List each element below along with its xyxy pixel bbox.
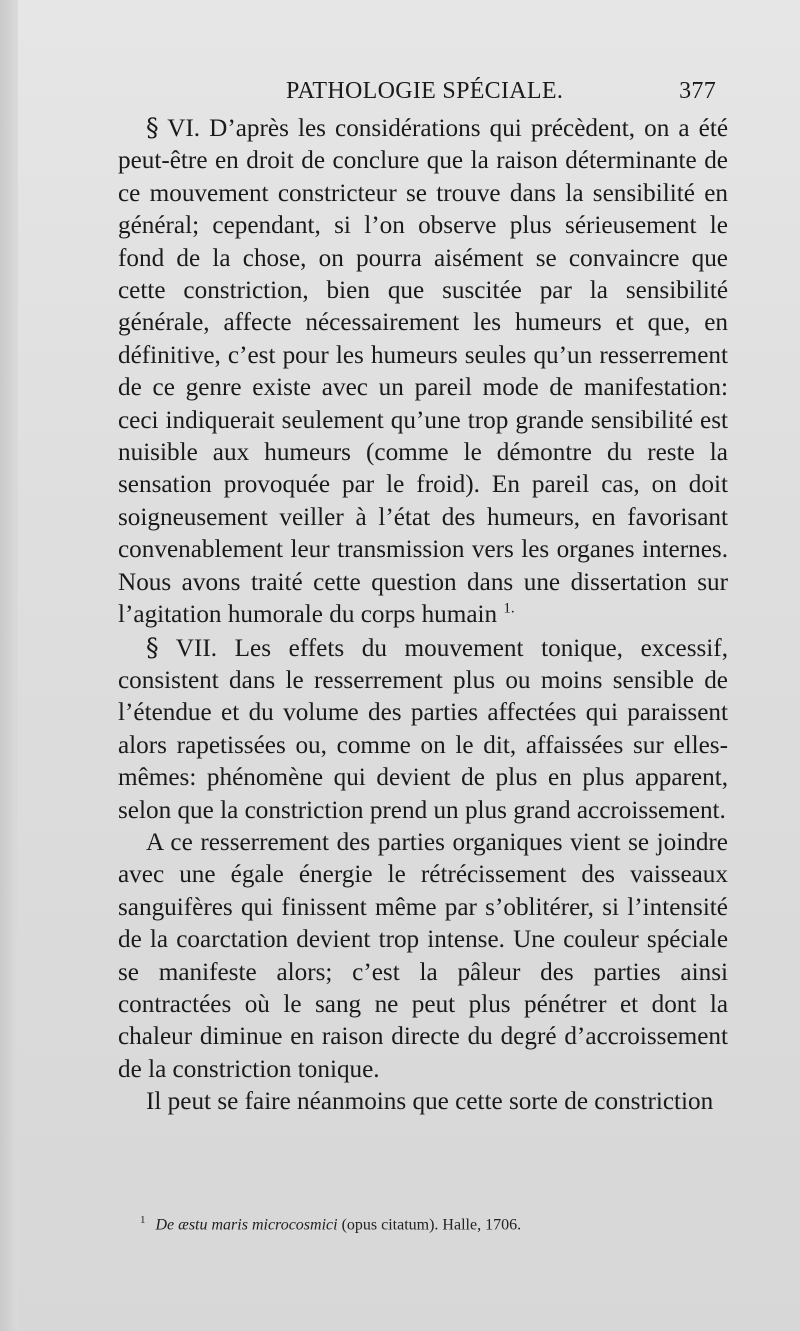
paragraph: A ce resserrement des parties organiques vient se joindre avec une égale énergie le rétrécissement des vaisseaux sanguifères qui finissent même par s’oblitérer, si l’intensité de la coarctation devient trop intense. Une couleur spéciale se manifeste alors; c’est la pâleur des parties ainsi contractées où le sang ne peut plus pénétrer et dont la chaleur diminue en raison directe du degré d’accroissement de la constriction tonique. <box>118 828 728 1083</box>
paragraph: Il peut se faire néanmoins que cette sorte de constriction <box>146 1088 714 1116</box>
footnote-number: 1 <box>140 1214 146 1226</box>
paragraph-text: VII. Les effets du mouvement tonique, excessif, consistent dans le resserrement plus ou moins sensible de l’étendue et du volume des parties affectées qui paraissent alors rapetissées ou, comme on le dit, affaissées sur elles-mêmes: phénomène qui devient de plus en plus apparent, selon que la constriction prend un plus grand accroissement. <box>118 634 728 824</box>
page-number: 377 <box>679 77 716 104</box>
paragraph-section-vi <box>118 112 728 632</box>
main-text <box>118 112 728 1119</box>
page-spine-shadow <box>0 0 18 1331</box>
running-header <box>286 74 716 108</box>
paragraph-text: VI. D’après les considérations qui précèdent, on a été peut-être en droit de conclure que la raison déterminante de ce mouvement constricteur se trouve dans la sensibilité en général; cependant, si l’on observe plus sérieusement le fond de la chose, on pourra aisément se convaincre que cette constriction, bien que suscitée par la sensibilité générale, affecte nécessairement les humeurs et que, en définitive, c’est pour les humeurs seules qu’un resserrement de ce genre existe avec un pareil mode de manifestation: ceci indiquerait seulement qu’une trop grande sensibilité est nuisible aux humeurs (comme le démontre du reste la sensation provoquée par le froid). En pareil cas, on doit soigneusement veiller à l’état des humeurs, en favorisant convenablement leur transmission vers les organes internes. Nous avons traité cette question dans une dissertation sur l’agitation humorale du corps humain <box>118 115 728 629</box>
section-mark: § <box>146 632 159 662</box>
paragraph-section-vii <box>118 632 728 827</box>
footnote <box>140 1210 740 1235</box>
section-mark: § <box>146 113 159 142</box>
footnote-citation: (opus citatum). Halle, 1706. <box>337 1216 522 1234</box>
running-title: PATHOLOGIE SPÉCIALE. <box>286 77 564 104</box>
footnote-title: De æstu maris microcosmici <box>155 1216 338 1234</box>
footnote-reference: 1. <box>503 600 515 617</box>
